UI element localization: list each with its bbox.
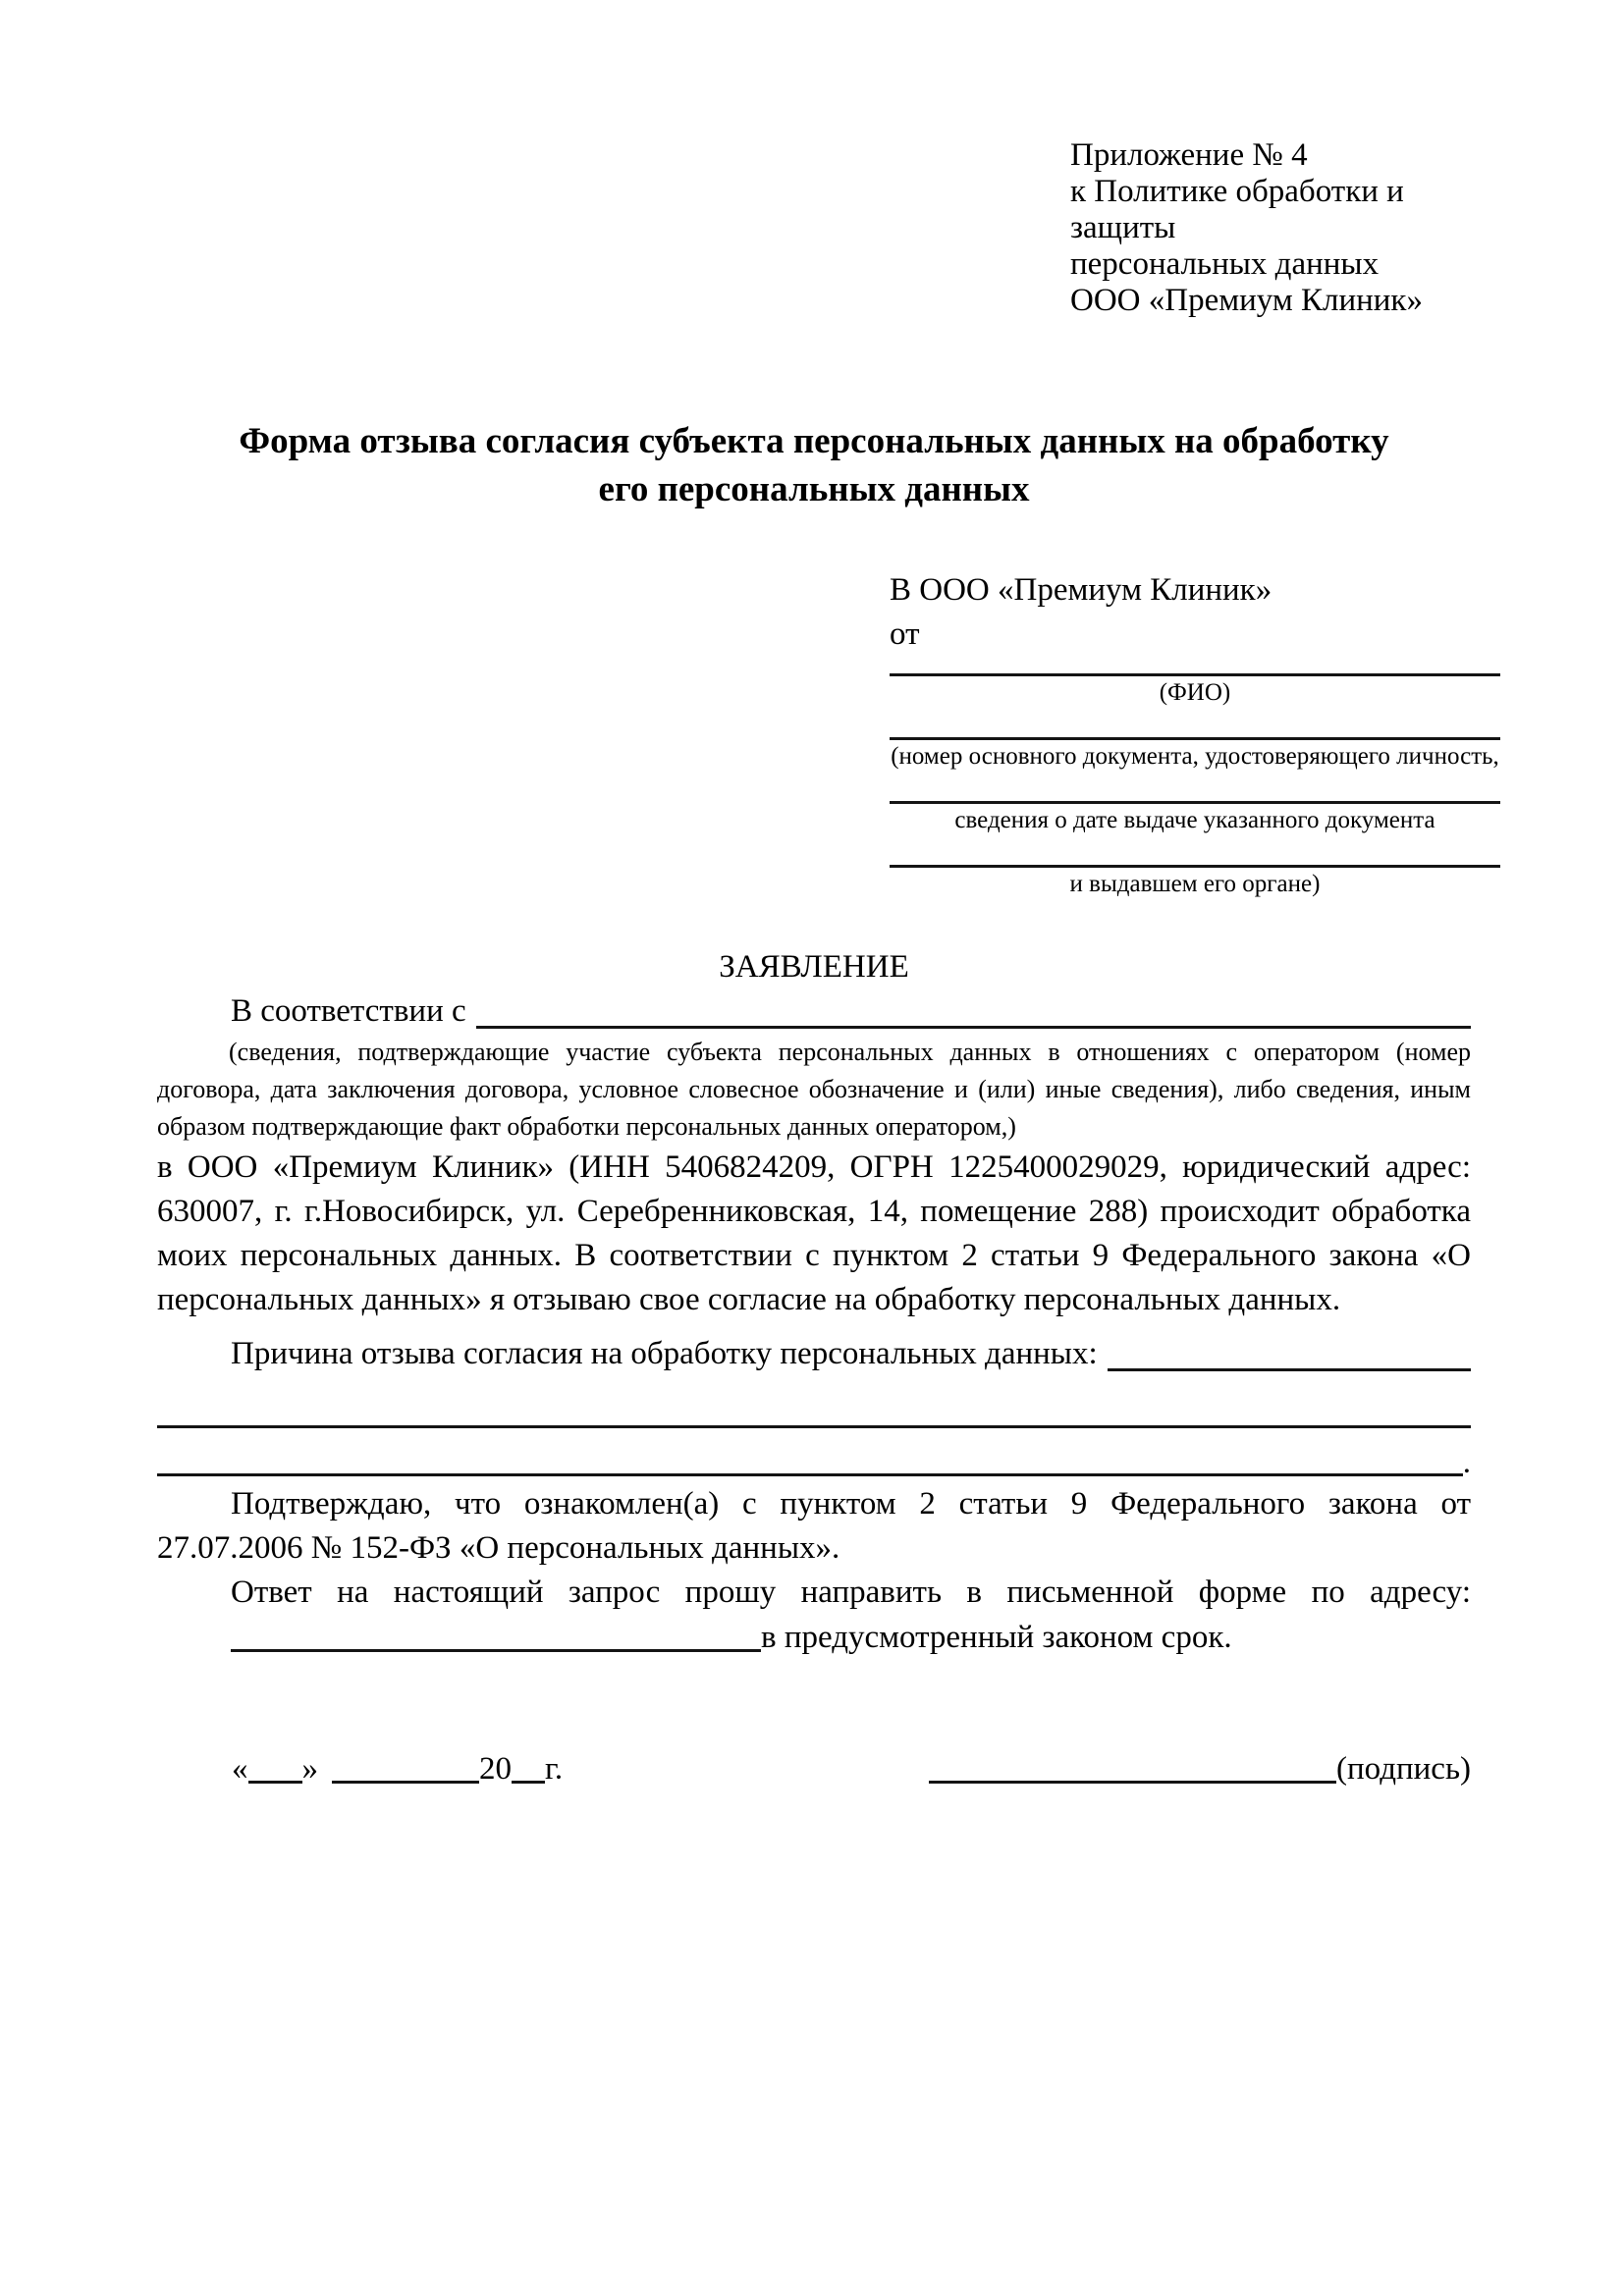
reply-address-row [157,1615,1471,1661]
issue-date-field [890,771,1500,834]
fio-field [890,657,1500,707]
reply-address-blank-line [231,1649,761,1652]
reason-blank-line-3 [157,1428,1471,1480]
signature-caption: (подпись) [1336,1751,1471,1787]
reply-suffix: в предусмотренный законом срок. [761,1620,1232,1655]
fio-blank-line [890,657,1500,676]
addressee-from-label: от [890,616,920,652]
day-open-quote: « [232,1751,248,1787]
intro-blank-line [476,1026,1471,1029]
year-prefix: 20 [479,1751,512,1787]
signature-part [929,1747,1471,1791]
issuing-authority-field [890,834,1500,898]
fio-caption: (ФИО) [1159,679,1231,706]
day-blank [248,1781,302,1784]
intro-prefix: В соответствии с [231,993,466,1029]
year-blank [512,1781,545,1784]
document-title [157,417,1471,513]
issuing-authority-blank-line [890,834,1500,868]
issue-date-blank-line [890,771,1500,804]
reply-request-line: Ответ на настоящий запрос прошу направить в письменной форме по адресу: [231,1575,1471,1610]
month-blank [332,1781,479,1784]
reason-terminator: . [1462,1445,1471,1480]
appendix-header [1070,137,1471,319]
fine-print-note: (сведения, подтверждающие участие субъекта персональных данных в отношениях с оператором (номер договора, дата заключения договора, условное словесное обозначение и (или) иные сведения), либо сведения, иным образом подтверждающие факт обработки персональных данных оператором,) [157,1038,1471,1141]
appendix-line: ООО «Премиум Клиник» [1070,283,1423,318]
year-suffix: г. [545,1751,564,1787]
appendix-line: Приложение № 4 [1070,137,1308,173]
statement-body: в ООО «Премиум Клиник» (ИНН 5406824209, ОГРН 1225400029029, юридический адрес: 630007, г. г.Новосибирск, ул. Серебренниковская, 14, помещение 288) происходит обработка моих персональных данных. В соответствии с пунктом 2 статьи 9 Федерального закона «О персональных данных» я отзываю свое согласие на обработку персональных данных. [157,1149,1471,1317]
appendix-line: к Политике обработки и защиты [1070,174,1404,245]
date-signature-row [157,1747,1471,1791]
addressee-block [890,568,1500,898]
statement-heading: ЗАЯВЛЕНИЕ [719,949,909,985]
date-part [232,1747,563,1791]
addressee-to: В ООО «Премиум Клиник» [890,572,1272,608]
id-document-caption: (номер основного документа, удостоверяющего личность, [891,743,1499,770]
title-line-2: его персональных данных [598,469,1030,509]
intro-row [157,989,1471,1034]
issue-date-caption: сведения о дате выдаче указанного документа [954,807,1435,833]
reason-label: Причина отзыва согласия на обработку персональных данных: [231,1336,1098,1371]
appendix-line: персональных данных [1070,246,1380,282]
id-document-blank-line [890,707,1500,740]
id-document-field [890,707,1500,771]
reason-blank-line-2 [157,1376,1471,1428]
issuing-authority-caption: и выдавшем его органе) [1069,871,1321,897]
reason-blank-line [1108,1368,1471,1371]
day-close-quote: » [301,1751,318,1787]
confirmation-paragraph: Подтверждаю, что ознакомлен(а) с пунктом 2 статьи 9 Федерального закона от 27.07.2006 № 152-ФЗ «О персональных данных». [157,1486,1471,1566]
reason-blank-line-3-rule [157,1473,1463,1476]
reason-row [157,1332,1471,1376]
signature-blank-line [929,1781,1336,1784]
title-line-1: Форма отзыва согласия субъекта персональных данных на обработку [239,421,1389,461]
